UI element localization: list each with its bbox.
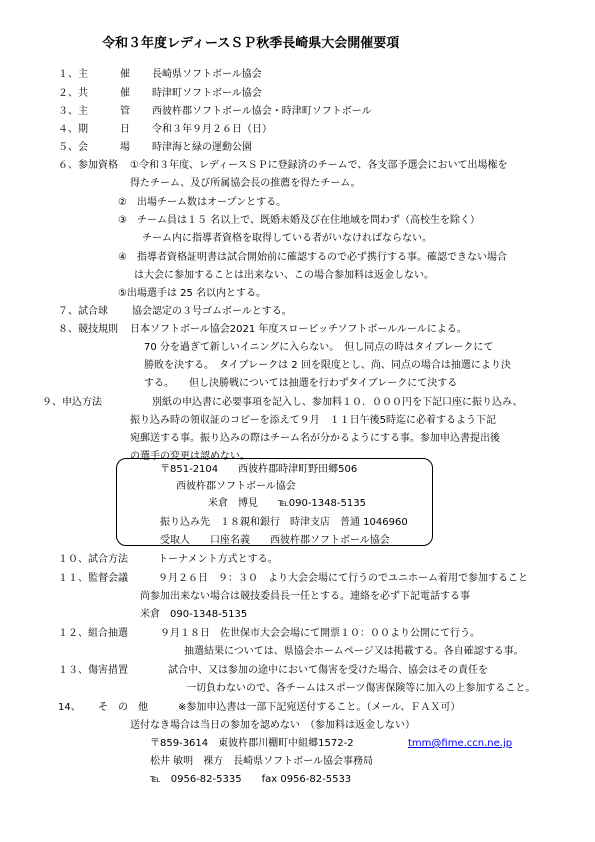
section-2-number: ２、共 bbox=[58, 88, 88, 99]
section-1-number: １、主 bbox=[58, 69, 88, 80]
section-12-line: ９月１８日 佐世保市大会会場にて開票１０：００より公開にて行う。 bbox=[160, 628, 480, 639]
section-6-line: ② 出場チーム数はオープンとする。 bbox=[118, 197, 287, 208]
section-14-office: 松井 敏明 裸方 長崎県ソフトボール協会事務局 bbox=[150, 756, 373, 767]
section-14-line: 送付なき場合は当日の参加を認めない （参加料は返金しない） bbox=[130, 720, 415, 731]
section-14-tel: ℡ 0956-82-5335 fax 0956-82-5533 bbox=[150, 774, 352, 785]
section-3-value: 西彼杵郡ソフトボール協会・時津町ソフトボール bbox=[152, 106, 372, 117]
section-7-value: 協会認定の３号ゴムボールとする。 bbox=[132, 306, 292, 317]
section-9-line: の選手の変更は認めない。 bbox=[130, 451, 250, 462]
section-6-line: ④ 指導者資格証明書は試合開始前に確認するので必ず携行する事。確認できない場合 bbox=[118, 252, 507, 263]
section-6-line: は大会に参加することは出来ない、この場合参加料は返金しない。 bbox=[134, 270, 434, 281]
section-2-key: 催 bbox=[120, 88, 130, 99]
section-14-address: 〒859-3614 東彼杵郡川棚町中組郷1572-2 bbox=[150, 738, 354, 749]
section-14-key: そ の 他 bbox=[98, 702, 148, 713]
box-organization: 西彼杵郡ソフトボール協会 bbox=[176, 481, 296, 492]
box-contact: 米倉 博見 ℡090-1348-5135 bbox=[208, 498, 366, 509]
section-14-line: ※参加申込書は一部下記宛送付すること。（メール、ＦＡＸ可） bbox=[178, 702, 461, 713]
section-2-value: 時津町ソフトボール協会 bbox=[152, 88, 262, 99]
page-title: 令和３年度レディースＳＰ秋季長崎県大会開催要項 bbox=[102, 36, 400, 51]
section-13-line: 一切負わないので、各チームはスポーツ傷害保険等に加入の上参加すること。 bbox=[186, 683, 536, 694]
section-14-number: 14、 bbox=[58, 702, 81, 713]
section-6-line: ⑤出場選手は 25 名以内とする。 bbox=[118, 288, 267, 299]
section-6-line: ①令和３年度、レディースＳＰに登録済のチームで、各支部予選会において出場権を bbox=[130, 160, 508, 171]
section-11-line: 米倉 090-1348-5135 bbox=[140, 609, 248, 620]
section-6-number: ６、参加資格 bbox=[58, 160, 118, 171]
section-10-value: トーナメント方式とする。 bbox=[158, 554, 278, 565]
section-4-key: 日 bbox=[120, 124, 130, 135]
section-8-line: する。 但し決勝戦については抽選を行わずタイブレークにて決する bbox=[144, 378, 458, 389]
section-5-value: 時津海と緑の運動公園 bbox=[152, 142, 252, 153]
section-6-line: チーム内に指導者資格を取得している者がいなければならない。 bbox=[142, 233, 432, 244]
section-8-number: ８、競技規則 bbox=[58, 324, 118, 335]
section-4-number: ４、期 bbox=[58, 124, 88, 135]
section-11-line: 尚参加出来ない場合は競技委員長一任とする。連絡を必ず下記電話する事 bbox=[140, 591, 470, 602]
section-8-line: 70 分を過ぎて新しいイニングに入らない。 但し同点の時はタイブレークにて bbox=[144, 342, 494, 353]
section-6-line: ③ チーム員は１５ 名以上で、既婚未婚及び在住地域を問わず（高校生を除く） bbox=[118, 215, 480, 226]
section-13-number: １３、傷害措置 bbox=[58, 665, 128, 676]
section-1-key: 催 bbox=[120, 69, 130, 80]
section-4-value: 令和３年９月２６日（日） bbox=[152, 124, 272, 135]
section-5-number: ５、会 bbox=[58, 142, 88, 153]
section-9-line: 宛郵送する事。振り込みの際はチーム名が分かるようにする事。参加申込書提出後 bbox=[130, 433, 500, 444]
section-13-line: 試合中、又は参加の途中において傷害を受けた場合、協会はその責任を bbox=[168, 665, 488, 676]
section-8-line: 日本ソフトボール協会2021 年度スローピッチソフトボールルールによる。 bbox=[130, 324, 467, 335]
section-12-line: 抽選結果については、県協会ホームページ又は掲載する。各自確認する事。 bbox=[184, 646, 524, 657]
section-5-key: 場 bbox=[120, 142, 130, 153]
section-1-value: 長崎県ソフトボール協会 bbox=[152, 69, 262, 80]
section-3-key: 管 bbox=[120, 106, 130, 117]
box-payee: 受取人 口座名義 西彼杵郡ソフトボール協会 bbox=[160, 535, 390, 546]
section-11-number: １１、監督会議 bbox=[58, 573, 128, 584]
section-3-number: ３、主 bbox=[58, 106, 88, 117]
section-8-line: 勝敗を決する。 タイブレークは 2 回を限度とし、尚、同点の場合は抽選により決 bbox=[144, 360, 511, 371]
box-bank-account: 振り込み先 １８親和銀行 時津支店 普通 1046960 bbox=[160, 517, 408, 528]
section-11-line: ９月２６日 ９：３０ より大会会場にて行うのでユニホーム着用で参加すること bbox=[158, 573, 528, 584]
section-9-number: ９、申込方法 bbox=[42, 397, 102, 408]
section-10-number: １０、試合方法 bbox=[58, 554, 128, 565]
section-9-line: 別紙の申込書に必要事項を記入し、参加料１０．０００円を下記口座に振り込み、 bbox=[152, 397, 523, 408]
box-address-line: 〒851-2104 西彼杵郡時津町野田郷506 bbox=[160, 464, 358, 475]
section-7-number: ７、試合球 bbox=[58, 306, 108, 317]
section-6-line: 得たチーム、及び所属協会長の推薦を得たチーム。 bbox=[130, 178, 361, 189]
section-12-number: １２、組合抽選 bbox=[58, 628, 128, 639]
contact-email-link[interactable]: tmm@fime.ccn.ne.jp bbox=[408, 738, 513, 749]
section-9-line: 振り込み時の領収証のコピーを添えて９月 １１日午後5時迄に必着するよう下記 bbox=[130, 415, 496, 426]
